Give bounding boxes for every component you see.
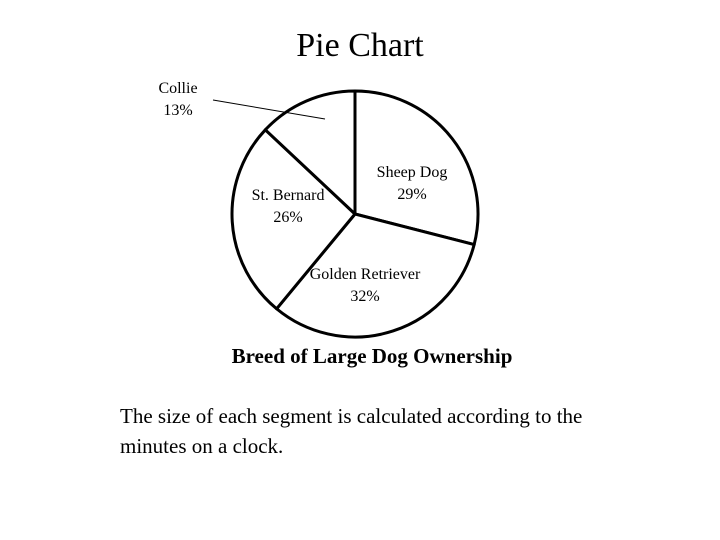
- slice-label-collie: [148, 78, 208, 122]
- slice-label-golden-retriever: [290, 264, 440, 308]
- slice-name: Golden Retriever: [309, 266, 421, 283]
- description-text: The size of each segment is calculated according to the minutes on a clock.: [120, 404, 583, 458]
- slice-percent: 32%: [350, 288, 380, 305]
- slice-percent: 29%: [397, 186, 427, 203]
- slice-name: St. Bernard: [251, 187, 325, 204]
- slice-name: Collie: [158, 80, 198, 97]
- slice-label-st-bernard: [238, 185, 338, 229]
- page-title: Pie Chart: [296, 27, 424, 64]
- slice-percent: 13%: [163, 102, 193, 119]
- slice-name: Sheep Dog: [376, 164, 448, 181]
- slice-label-sheep-dog: [364, 162, 460, 206]
- slice-percent: 26%: [273, 209, 303, 226]
- chart-caption: Breed of Large Dog Ownership: [231, 344, 513, 368]
